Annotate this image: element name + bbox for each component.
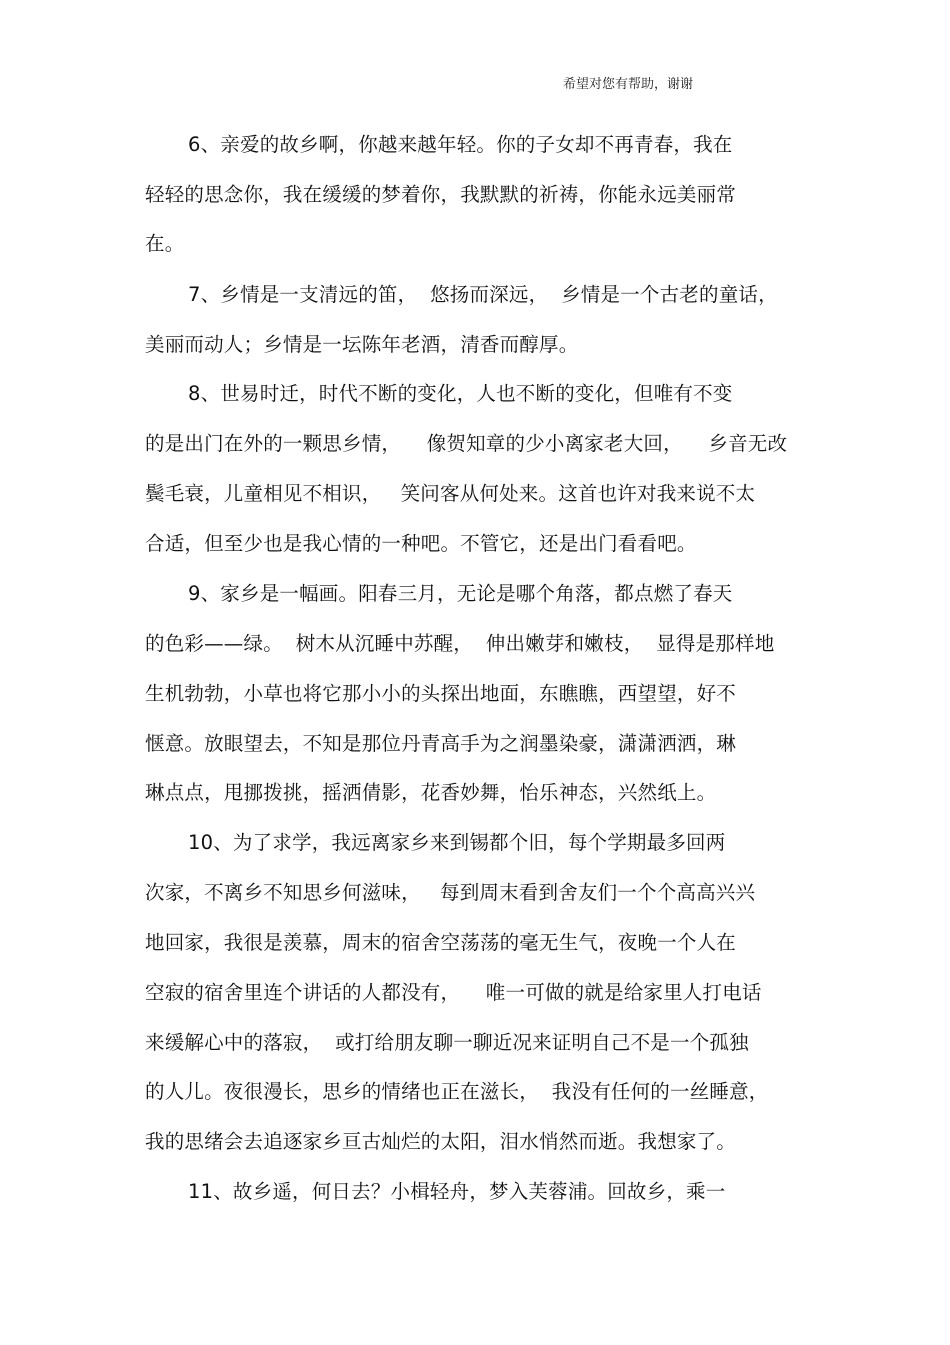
page-header: 希望对您有帮助，谢谢 [563, 77, 694, 92]
paragraph-10-line-5: 来缓解心中的落寂， 或打给朋友聊一聊近况来证明自己不是一个孤独 [145, 1031, 749, 1054]
paragraph-8-line-2: 的是出门在外的一颗思乡情， 像贺知章的少小离家老大回， 乡音无改 [145, 432, 788, 455]
paragraph-9-line-4: 惬意。放眼望去，不知是那位丹青高手为之润墨染豪，潇潇洒洒，琳 [145, 732, 737, 755]
paragraph-10-line-4: 空寂的宿舍里连个讲话的人都没有， 唯一可做的就是给家里人打电话 [145, 981, 762, 1004]
paragraph-7-line-1: 7、乡情是一支清远的笛， 悠扬而深远， 乡情是一个古老的童话， [188, 283, 778, 306]
paragraph-6-line-3: 在。 [145, 232, 185, 255]
paragraph-6-line-2: 轻轻的思念你，我在缓缓的梦着你，我默默的祈祷，你能永远美丽常 [145, 183, 737, 206]
paragraph-8-line-1: 8、世易时迁，时代不断的变化，人也不断的变化，但唯有不变 [188, 382, 733, 405]
paragraph-9-line-2: 的色彩——绿。 树木从沉睡中苏醒， 伸出嫩芽和嫩枝， 显得是那样地 [145, 632, 775, 655]
paragraph-10-line-2: 次家，不离乡不知思乡何滋味， 每到周末看到舍友们一个个高高兴兴 [145, 881, 756, 904]
paragraph-9-line-1: 9、家乡是一幅画。阳春三月，无论是哪个角落，都点燃了春天 [188, 582, 733, 605]
paragraph-10-line-6: 的人儿。夜很漫长，思乡的情绪也正在滋长， 我没有任何的一丝睡意， [145, 1080, 769, 1103]
paragraph-8-line-4: 合适，但至少也是我心情的一种吧。不管它，还是出门看看吧。 [145, 532, 697, 555]
paragraph-11-line-1: 11、故乡遥，何日去？小楫轻舟，梦入芙蓉浦。回故乡，乘一 [188, 1180, 726, 1203]
paragraph-10-line-1: 10、为了求学，我远离家乡来到锡都个旧，每个学期最多回两 [188, 831, 726, 854]
paragraph-9-line-3: 生机勃勃，小草也将它那小小的头探出地面，东瞧瞧，西望望，好不 [145, 682, 737, 705]
paragraph-10-line-7: 我的思绪会去追逐家乡亘古灿烂的太阳，泪水悄然而逝。我想家了。 [145, 1130, 737, 1153]
paragraph-7-line-2: 美丽而动人；乡情是一坛陈年老酒，清香而醇厚。 [145, 333, 579, 356]
paragraph-9-line-5: 琳点点，甩挪拨挑，摇洒倩影，花香妙舞，怡乐神态，兴然纸上。 [145, 781, 717, 804]
paragraph-8-line-3: 鬓毛衰，儿童相见不相识， 笑问客从何处来。这首也许对我来说不太 [145, 482, 756, 505]
paragraph-10-line-3: 地回家，我很是羡慕，周末的宿舍空荡荡的毫无生气，夜晚一个人在 [145, 931, 737, 954]
paragraph-6-line-1: 6、亲爱的故乡啊，你越来越年轻。你的子女却不再青春，我在 [188, 133, 733, 156]
